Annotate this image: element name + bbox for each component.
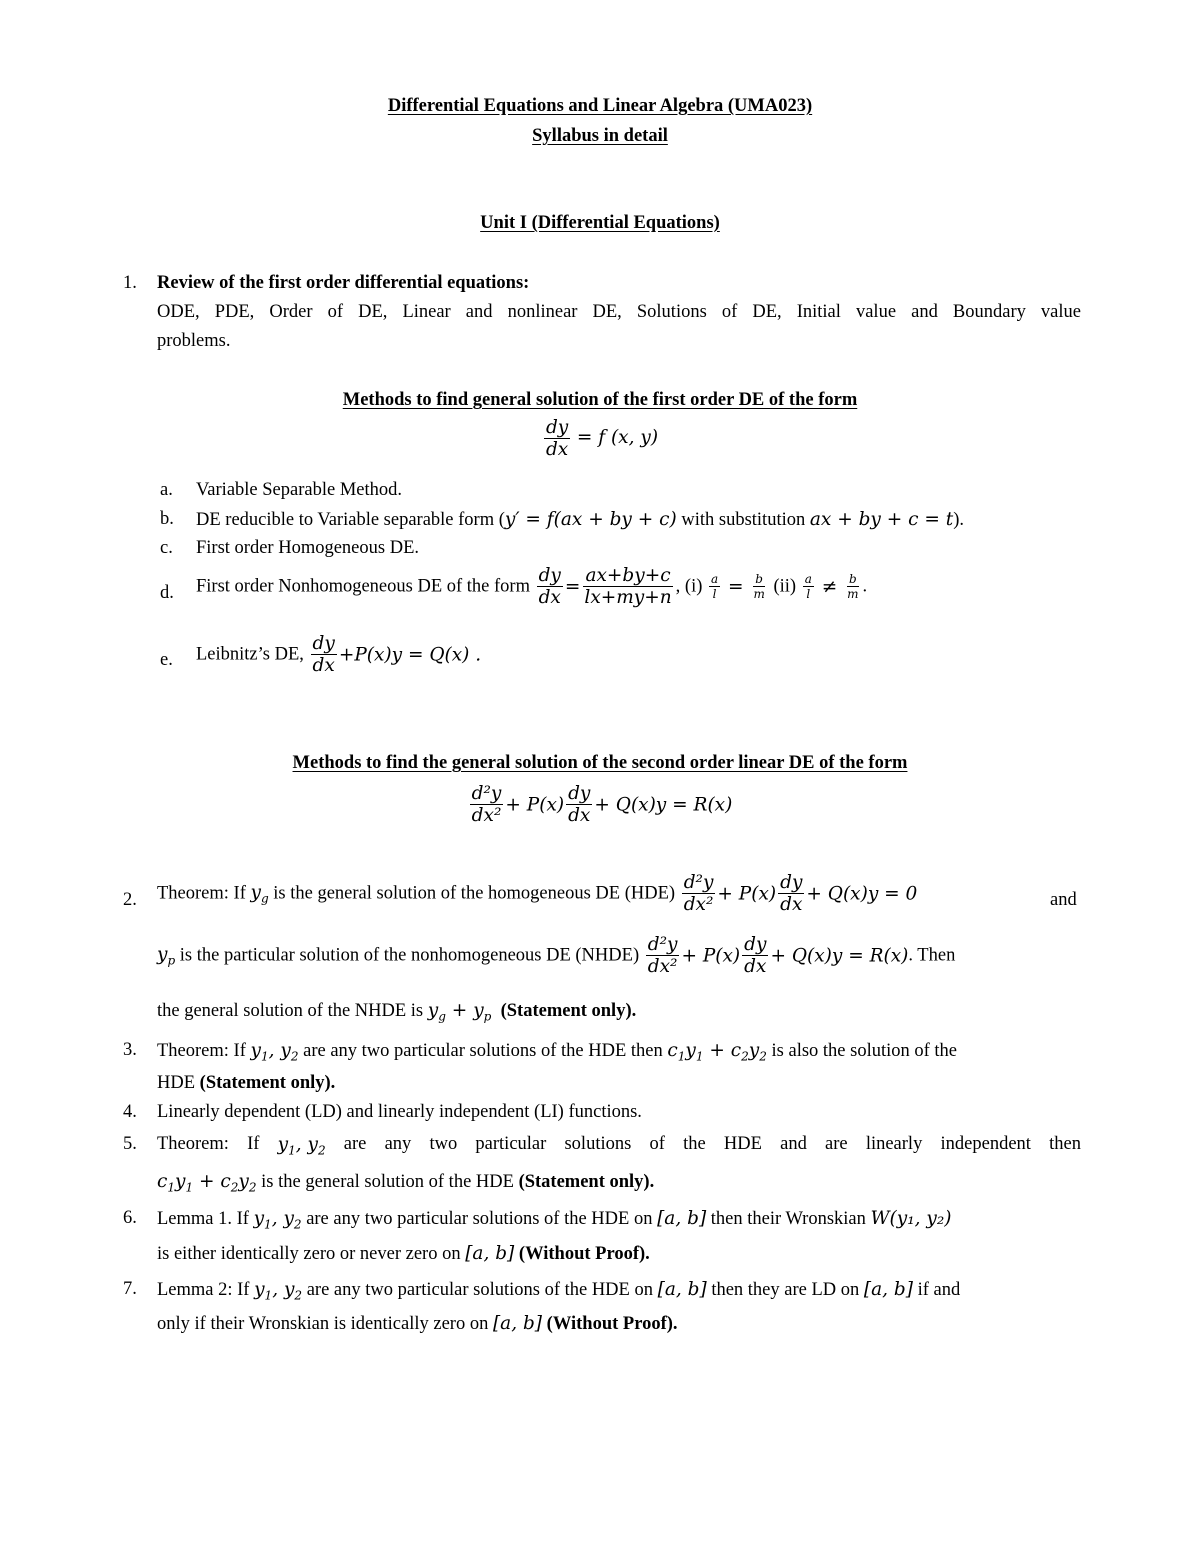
fraction: $\frac{dy}{dx}$ bbox=[568, 783, 591, 827]
second-order-equation: $\frac{\text{d²y}}{\text{dx²}}$ + P(x) $\frac{dy}{dx}$ + Q(x)y = R(x) bbox=[471, 783, 733, 827]
document-subtitle: Syllabus in detail bbox=[532, 126, 668, 146]
list-letter: b. bbox=[160, 509, 174, 529]
fraction: $\frac{dy}{dx}$ bbox=[538, 565, 561, 609]
item-number: 6. bbox=[123, 1208, 137, 1228]
fraction: $\frac{dy}{dx}$ bbox=[744, 934, 767, 978]
fraction: $\frac{\text{d²y}}{\text{dx²}}$ bbox=[471, 783, 502, 827]
item-number: 5. bbox=[123, 1134, 137, 1154]
fraction: $\frac{a}{l}$ bbox=[804, 571, 812, 602]
item-number: 3. bbox=[123, 1040, 137, 1060]
method-e: Leibnitz’s DE, $\frac{dy}{dx}$ +P(x)y = Q(x) . bbox=[196, 633, 482, 677]
fraction: $\frac{b}{m}$ bbox=[753, 571, 765, 602]
fraction: $\frac{ax+by+c}{lx+my+n}$ bbox=[584, 565, 672, 609]
method-d: First order Nonhomogeneous DE of the form $\frac{dy}{dx}$ = $\frac{ax+by+c}{lx+my+n}$ , (i) $\frac{a}{l}$ = $\frac{b}{m}$ (ii) $\frac{a}{l}$ ≠ $\frac{b}{m}$ . bbox=[196, 565, 868, 609]
fraction: $\frac{dy}{dx}$ bbox=[312, 633, 335, 677]
item-number: 2. bbox=[123, 890, 137, 910]
fraction: $\frac{dy}{dx}$ bbox=[780, 872, 803, 916]
list-letter: d. bbox=[160, 583, 174, 603]
item2-line3: the general solution of the NHDE is $y_g + y_p$ (Statement only). bbox=[157, 1000, 637, 1024]
item1-line2: problems. bbox=[157, 331, 231, 351]
item3-line2: HDE (Statement only). bbox=[157, 1073, 336, 1093]
list-letter: c. bbox=[160, 538, 173, 558]
item1-heading: Review of the first order differential equations: bbox=[157, 273, 530, 293]
fraction: $\frac{\text{d²y}}{\text{dx²}}$ bbox=[647, 934, 678, 978]
list-letter: a. bbox=[160, 480, 173, 500]
item7-line2: only if their Wronskian is identically zero on [a, b] (Without Proof). bbox=[157, 1313, 678, 1334]
method-a: Variable Separable Method. bbox=[196, 480, 402, 500]
item6-line2: is either identically zero or never zero on [a, b] (Without Proof). bbox=[157, 1243, 650, 1264]
document-title: Differential Equations and Linear Algebra (UMA023) bbox=[387, 96, 813, 116]
item2-and: and bbox=[1050, 890, 1077, 910]
fraction: $\frac{b}{m}$ bbox=[847, 571, 859, 602]
fraction: $\frac{dy}{dx}$ bbox=[545, 417, 569, 461]
first-order-equation: $\frac{dy}{dx}$ = f (x, y) bbox=[545, 417, 659, 461]
fraction: $\frac{a}{l}$ bbox=[711, 571, 719, 602]
item-number: 7. bbox=[123, 1279, 137, 1299]
item7-line1: Lemma 2: If $y_1$, $y_2$ are any two particular solutions of the HDE on [a, b] then they are LD on [a, b] if and bbox=[157, 1279, 961, 1303]
fraction: $\frac{\text{d²y}}{\text{dx²}}$ bbox=[683, 872, 714, 916]
item5-line2: $c_1y_1 + c_2y_2$ is the general solution of the HDE (Statement only). bbox=[157, 1171, 655, 1195]
item4-text: Linearly dependent (LD) and linearly independent (LI) functions. bbox=[157, 1102, 642, 1122]
method-c: First order Homogeneous DE. bbox=[196, 538, 419, 558]
second-order-heading: Methods to find the general solution of the second order linear DE of the form bbox=[292, 753, 908, 773]
list-letter: e. bbox=[160, 650, 173, 670]
item6-line1: Lemma 1. If $y_1$, $y_2$ are any two particular solutions of the HDE on [a, b] then their Wronskian W(y₁, y₂) bbox=[157, 1208, 952, 1232]
item-number: 1. bbox=[123, 273, 137, 293]
item2-line1: Theorem: If $y_g$ is the general solution of the homogeneous DE (HDE) $\frac{\text{d²y}}{\text{dx²}}$ + P(x) $\frac{dy}{dx}$ + Q(x)y = 0 bbox=[157, 872, 918, 916]
item-number: 4. bbox=[123, 1102, 137, 1122]
method-b: DE reducible to Variable separable form (y′ = f(ax + by + c) with substitution ax + by + c = t). bbox=[196, 509, 964, 530]
unit-heading: Unit I (Differential Equations) bbox=[480, 213, 720, 233]
item5-line1: Theorem: If $y_1$, $y_2$ are any two particular solutions of the HDE and are linearly independent then bbox=[157, 1134, 1081, 1158]
item3-line1: Theorem: If $y_1$, $y_2$ are any two particular solutions of the HDE then $c_1y_1 + c_2y_2$ is also the solution of the bbox=[157, 1040, 958, 1064]
first-order-heading: Methods to find general solution of the first order DE of the form bbox=[342, 390, 858, 410]
item1-line1: ODE, PDE, Order of DE, Linear and nonlinear DE, Solutions of DE, Initial value and Boundary value bbox=[157, 302, 1081, 322]
item2-line2: $y_p$ is the particular solution of the nonhomogeneous DE (NHDE) $\frac{\text{d²y}}{\text{dx²}}$ + P(x) $\frac{dy}{dx}$ + Q(x)y = R(x). Then bbox=[157, 934, 956, 978]
